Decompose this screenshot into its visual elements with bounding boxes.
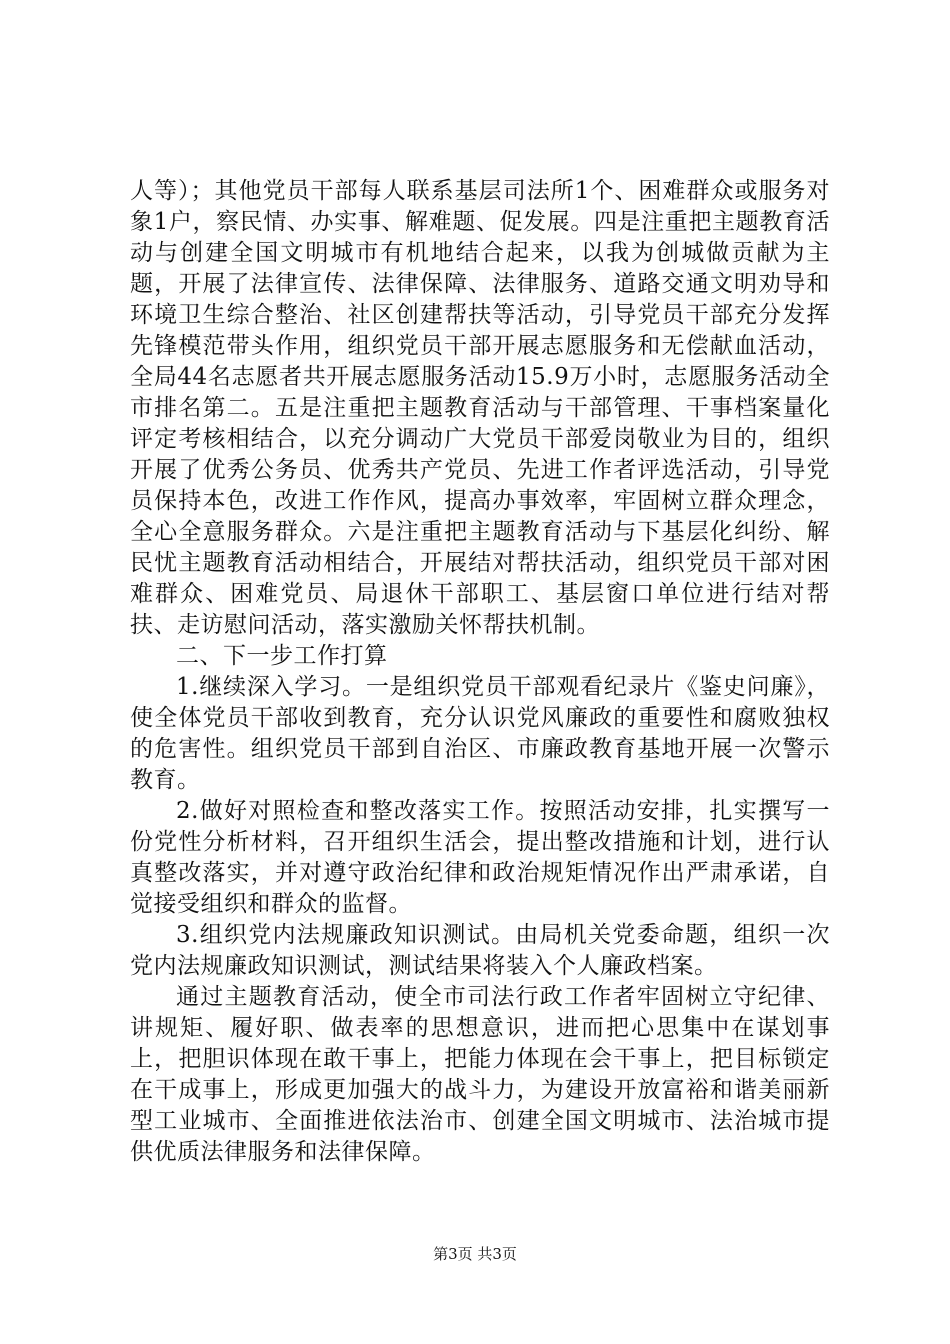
paragraph-item-1: 1.继续深入学习。一是组织党员干部观看纪录片《鉴史问廉》，使全体党员干部收到教育，充分认识党风廉政的重要性和腐败独权的危害性。组织党员干部到自治区、市廉政教育基地开展一次警示教育。 xyxy=(130,674,830,793)
page-footer xyxy=(0,1244,950,1264)
document-body xyxy=(130,176,830,1168)
paragraph-item-2: 2.做好对照检查和整改落实工作。按照活动安排，扎实撰写一份党性分析材料，召开组织生活会，提出整改措施和计划，进行认真整改落实，并对遵守政治纪律和政治规矩情况作出严肃承诺，自觉接受组织和群众的监督。 xyxy=(130,798,830,917)
paragraph-item-3: 3.组织党内法规廉政知识测试。由局机关党委命题，组织一次党内法规廉政知识测试，测试结果将装入个人廉政档案。 xyxy=(130,922,830,979)
paragraph-continuation: 人等）；其他党员干部每人联系基层司法所1个、困难群众或服务对象1户，察民情、办实事、解难题、促发展。四是注重把主题教育活动与创建全国文明城市有机地结合起来，以我为创城做贡献为主题，开展了法律宣传、法律保障、法律服务、道路交通文明劝导和环境卫生综合整治、社区创建帮扶等活动，引导党员干部充分发挥先锋模范带头作用，组织党员干部开展志愿服务和无偿献血活动，全局44名志愿者共开展志愿服务活动15.9万小时，志愿服务活动全市排名第二。五是注重把主题教育活动与干部管理、干事档案量化评定考核相结合，以充分调动广大党员干部爱岗敬业为目的，组织开展了优秀公务员、优秀共产党员、先进工作者评选活动，引导党员保持本色，改进工作作风，提高办事效率，牢固树立群众理念，全心全意服务群众。六是注重把主题教育活动与下基层化纠纷、解民忧主题教育活动相结合，开展结对帮扶活动，组织党员干部对困难群众、困难党员、局退休干部职工、基层窗口单位进行结对帮扶、走访慰问活动，落实激励关怀帮扶机制。 xyxy=(130,178,830,638)
paragraph-conclusion: 通过主题教育活动，使全市司法行政工作者牢固树立守纪律、讲规矩、履好职、做表率的思想意识，进而把心思集中在谋划事上，把胆识体现在敢干事上，把能力体现在会干事上，把目标锁定在干成事上，形成更加强大的战斗力，为建设开放富裕和谐美丽新型工业城市、全面推进依法治市、创建全国文明城市、法治城市提供优质法律服务和法律保障。 xyxy=(130,984,830,1165)
page-number-label: 第3页 共3页 xyxy=(433,1245,517,1263)
section-heading-next-steps: 二、下一步工作打算 xyxy=(176,643,388,669)
